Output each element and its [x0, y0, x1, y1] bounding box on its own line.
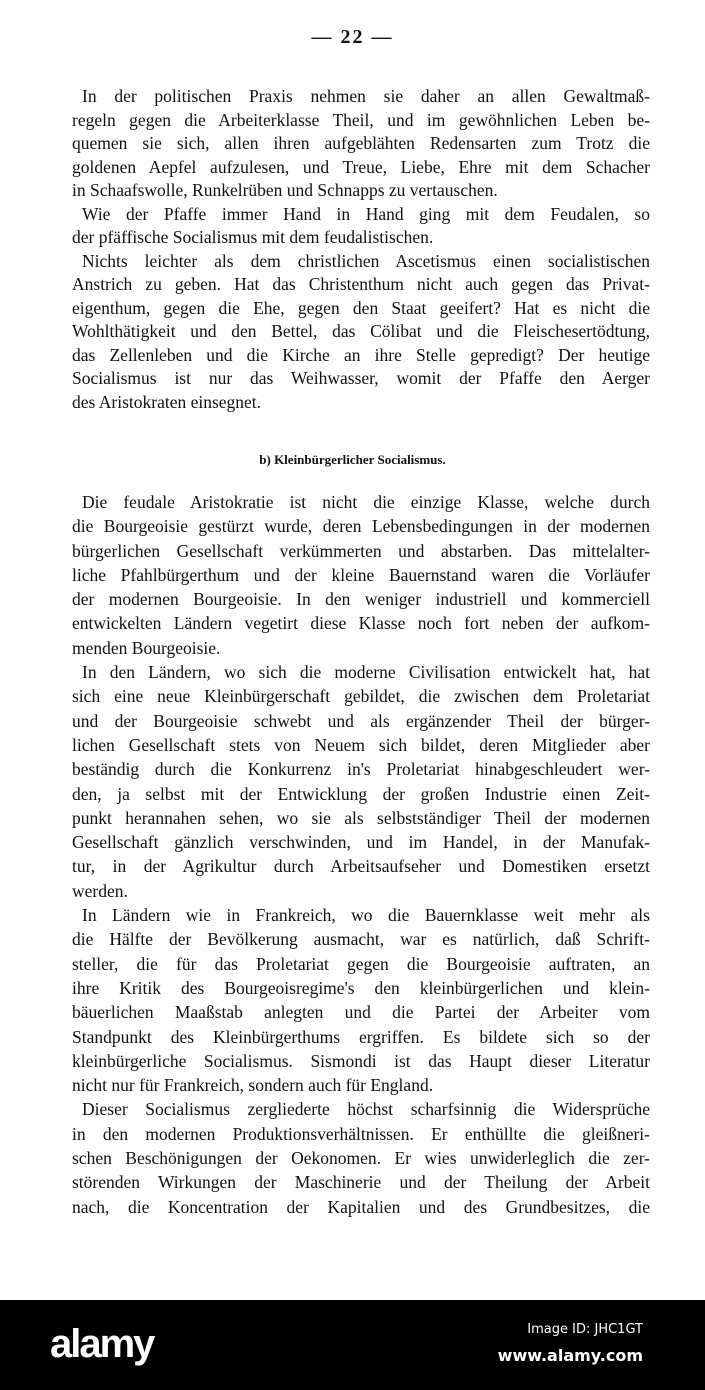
paragraph — [72, 250, 650, 415]
text-line: In der politischen Praxis nehmen sie daher an allen Gewaltmaß- — [82, 86, 650, 106]
text-line: liche Pfahlbürgerthum und der kleine Bauernstand waren die Vorläufer — [72, 564, 650, 585]
text-line: werden. — [72, 880, 128, 901]
paragraph — [72, 490, 650, 660]
text-line: das Zellenleben und die Kirche an ihre Stelle gepredigt? Der heutige — [72, 344, 650, 365]
paragraph — [72, 1097, 650, 1218]
paragraph — [72, 203, 650, 250]
text-line: beständig durch die Konkurrenz in's Proletariat hinabgeschleudert wer- — [72, 759, 650, 780]
text-line: eigenthum, gegen die Ehe, gegen den Staat geeifert? Hat es nicht die — [72, 297, 650, 318]
text-line: der pfäffische Socialismus mit dem feudalistischen. — [72, 227, 434, 247]
text-line: lichen Gesellschaft stets von Neuem sich bildet, deren Mitglieder aber — [72, 734, 650, 755]
paragraph — [72, 903, 650, 1097]
text-line: In Ländern wie in Frankreich, wo die Bauernklasse weit mehr als — [82, 905, 650, 926]
text-line: goldenen Aepfel aufzulesen, und Treue, Liebe, Ehre mit dem Schacher — [72, 156, 650, 177]
text-line: In den Ländern, wo sich die moderne Civilisation entwickelt hat, hat — [82, 662, 650, 683]
text-line: den, ja selbst mit der Entwicklung der großen Industrie einen Zeit- — [72, 783, 650, 804]
site-url: www.alamy.com — [497, 1346, 643, 1365]
paragraph — [72, 85, 650, 203]
text-line: Die feudale Aristokratie ist nicht die einzige Klasse, welche durch — [82, 492, 650, 512]
paragraph — [72, 660, 650, 903]
text-line: der modernen Bourgeoisie. In den weniger industriell und kommerciell — [72, 589, 650, 610]
text-line: regeln gegen die Arbeiterklasse Theil, und im gewöhnlichen Leben be- — [72, 109, 650, 130]
text-line: störenden Wirkungen der Maschinerie und der Theilung der Arbeit — [72, 1172, 650, 1193]
page-number: — 22 — — [311, 26, 394, 48]
text-line: nicht nur für Frankreich, sondern auch für England. — [72, 1075, 434, 1096]
text-line: Anstrich zu geben. Hat das Christenthum nicht auch gegen das Privat- — [72, 274, 650, 294]
text-line: die Hälfte der Bevölkerung ausmacht, war es natürlich, daß Schrift- — [72, 929, 650, 950]
text-line: entwickelten Ländern vegetirt diese Klasse noch fort neben der aufkom- — [72, 613, 650, 634]
text-line: Dieser Socialismus zergliederte höchst scharfsinnig die Widersprüche — [82, 1099, 650, 1120]
text-line: kleinbürgerliche Socialismus. Sismondi ist das Haupt dieser Literatur — [72, 1050, 650, 1071]
text-line: Nichts leichter als dem christlichen Ascetismus einen socialistischen — [82, 250, 650, 271]
watermark-banner — [0, 1300, 705, 1390]
text-line: schen Beschönigungen der Oekonomen. Er wies unwiderleglich die zer- — [72, 1148, 650, 1169]
text-line: in Schaafswolle, Runkelrüben und Schnapps zu vertauschen. — [72, 180, 498, 200]
text-line: quemen sie sich, allen ihren aufgeblähten Redensarten zum Trotz die — [72, 133, 650, 153]
text-line: bürgerlichen Gesellschaft verkümmerten und abstarben. Das mittelalter- — [72, 540, 650, 561]
text-line: bäuerlichen Maaßstab anlegten und die Partei der Arbeiter vom — [72, 1002, 650, 1023]
section-heading: b) Kleinbürgerlicher Socialismus. — [259, 452, 446, 467]
image-id: Image ID: JHC1GT — [527, 1322, 643, 1337]
text-line: nach, die Koncentration der Kapitalien und des Grundbesitzes, die — [72, 1196, 650, 1217]
text-line: Wohlthätigkeit und den Bettel, das Cölibat und die Fleischesertödtung, — [72, 321, 650, 341]
alamy-logo: alamy — [50, 1322, 154, 1366]
text-line: ihre Kritik des Bourgeoisregime's den kleinbürgerlichen und klein- — [72, 977, 650, 998]
text-line: steller, die für das Proletariat gegen die Bourgeoisie auftraten, an — [72, 953, 650, 974]
text-line: punkt herannahen sehen, wo sie als selbstständiger Theil der modernen — [72, 807, 650, 828]
text-line: menden Bourgeoisie. — [72, 637, 221, 658]
text-line: die Bourgeoisie gestürzt wurde, deren Lebensbedingungen in der modernen — [72, 516, 650, 537]
section-feudal-socialism-end — [72, 85, 650, 414]
text-line: tur, in der Agrikultur durch Arbeitsaufseher und Domestiken ersetzt — [72, 856, 650, 877]
text-line: und der Bourgeoisie schwebt und als ergänzender Theil der bürger- — [72, 710, 650, 731]
text-line: in den modernen Produktionsverhältnissen. Er enthüllte die gleißneri- — [72, 1123, 650, 1144]
text-line: Gesellschaft gänzlich verschwinden, und im Handel, in der Manufak- — [72, 832, 650, 853]
text-line: sich eine neue Kleinbürgerschaft gebildet, die zwischen dem Proletariat — [72, 686, 650, 707]
text-line: Wie der Pfaffe immer Hand in Hand ging mit dem Feudalen, so — [82, 203, 650, 224]
text-line: Standpunkt des Kleinbürgerthums ergriffen. Es bildete sich so der — [72, 1026, 650, 1047]
text-line: Socialismus ist nur das Weihwasser, womit der Pfaffe den Aerger — [72, 368, 650, 388]
text-line: des Aristokraten einsegnet. — [72, 391, 262, 412]
section-petty-bourgeois-socialism — [72, 490, 650, 1219]
